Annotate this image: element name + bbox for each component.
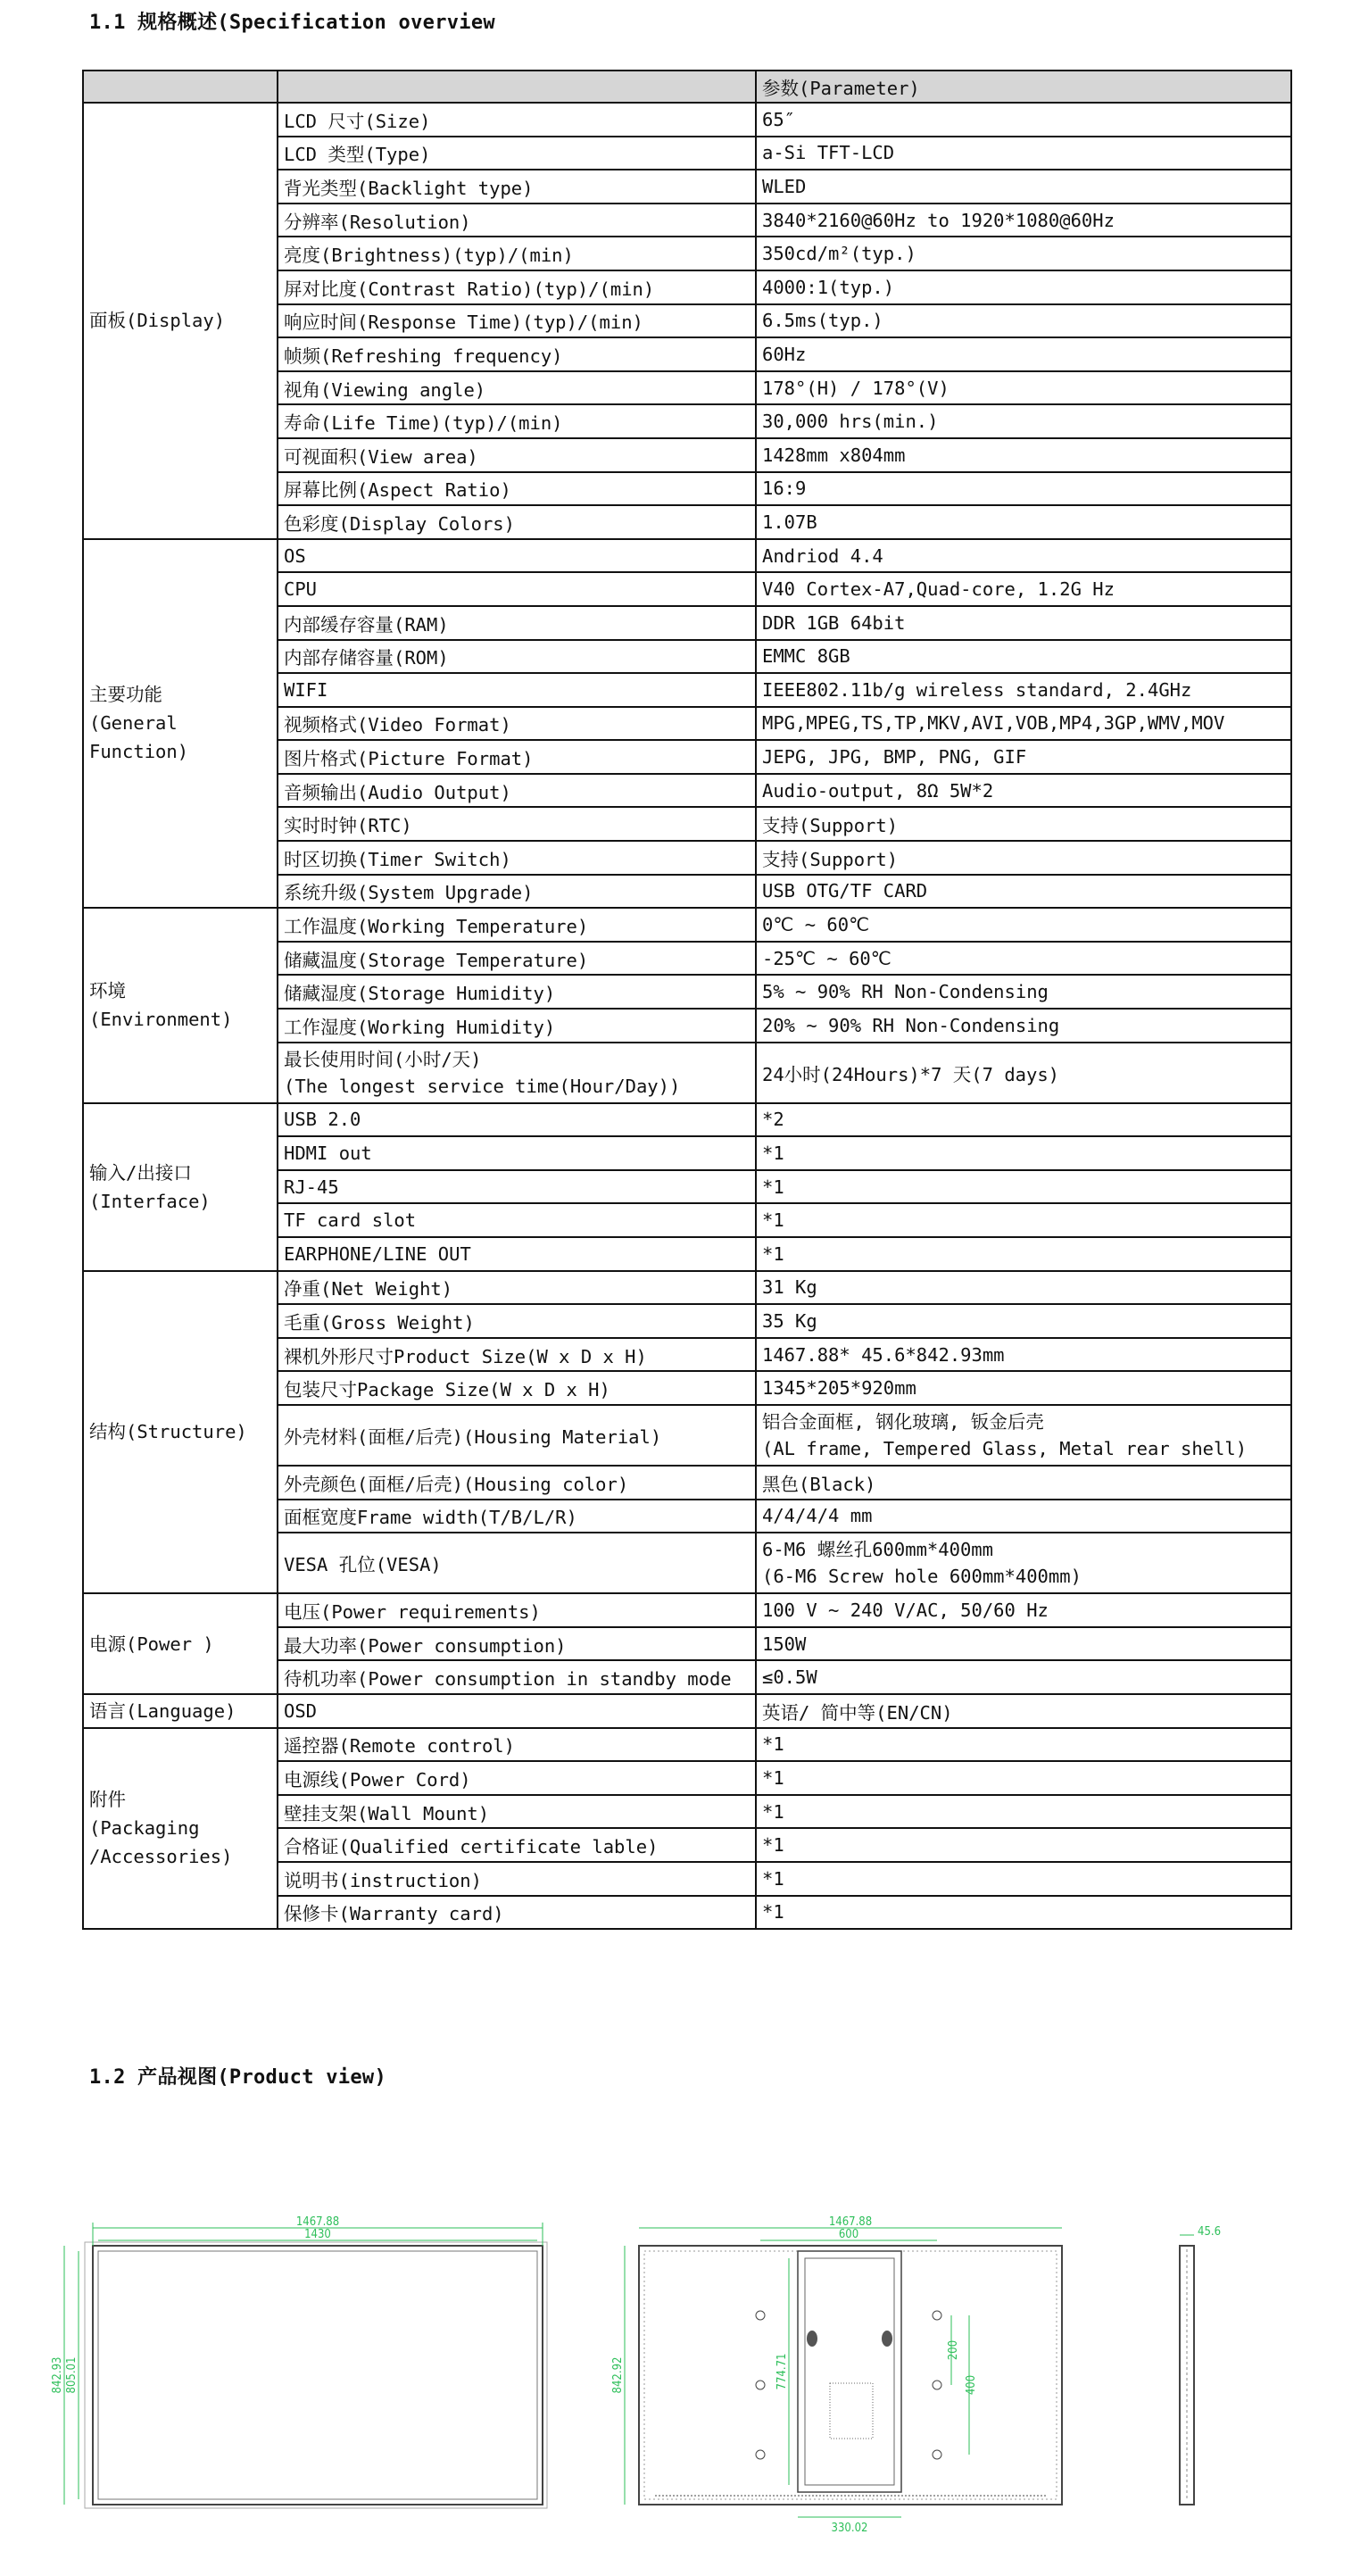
spec-value-cell: 350cd/m²(typ.) [756,237,1291,270]
group-label [83,1694,278,1728]
spec-item-cell: 分辨率(Resolution) [278,204,756,237]
spec-item-cell: 电压(Power requirements) [278,1593,756,1627]
spec-item-cell: 色彩度(Display Colors) [278,505,756,539]
group-label-line: 输入/出接口 [89,1161,192,1184]
spec-item-cell: OS [278,539,756,573]
spec-item-cell: 可视面积(View area) [278,438,756,472]
spec-value-cell: 16:9 [756,472,1291,506]
header-parameter: 参数(Parameter) [756,71,1291,103]
spec-value-cell: 1.07B [756,505,1291,539]
spec-item-cell: 内部存储容量(ROM) [278,640,756,674]
back-vesa-h1-label: 200 [947,2339,960,2361]
front-width-inner-label: 1430 [304,2228,331,2241]
spec-value-cell: 178°(H) / 178°(V) [756,371,1291,405]
spec-value-cell: *1 [756,1203,1291,1237]
group-label [83,1728,278,1930]
spec-item-cell: 工作温度(Working Temperature) [278,908,756,942]
spec-value-cell: *1 [756,1862,1291,1896]
spec-item-cell: 工作湿度(Working Humidity) [278,1009,756,1043]
group-label-line: 电源(Power ) [89,1633,214,1655]
spec-item-cell: 实时时钟(RTC) [278,807,756,841]
spec-item-cell: CPU [278,572,756,606]
group-label-line: 结构(Structure) [89,1421,247,1443]
spec-item-cell: 寿命(Life Time)(typ)/(min) [278,404,756,438]
spec-value-cell: *2 [756,1103,1291,1137]
back-vesa-width-label: 600 [838,2228,859,2241]
back-width-label: 1467.88 [828,2215,873,2229]
spec-value-cell: 100 V ~ 240 V/AC, 50/60 Hz [756,1593,1291,1627]
spec-value-cell: 24小时(24Hours)*7 天(7 days) [756,1043,1291,1103]
table-row [83,1694,1291,1728]
spec-item-cell [278,1043,756,1103]
spec-item-cell: LCD 尺寸(Size) [278,103,756,137]
spec-value-cell: ≤0.5W [756,1660,1291,1694]
spec-item-cell: 净重(Net Weight) [278,1271,756,1305]
spec-item-cell: 图片格式(Picture Format) [278,740,756,774]
spec-item-cell: VESA 孔位(VESA) [278,1533,756,1593]
spec-value-cell: 3840*2160@60Hz to 1920*1080@60Hz [756,204,1291,237]
spec-value-cell [756,1533,1291,1593]
spec-value-cell: -25℃ ~ 60℃ [756,942,1291,976]
spec-value-cell: *1 [756,1896,1291,1930]
spec-value-cell: IEEE802.11b/g wireless standard, 2.4GHz [756,673,1291,707]
spec-value-cell: 1345*205*920mm [756,1371,1291,1405]
spec-table [82,70,1292,1930]
spec-value-cell: 1428mm x804mm [756,438,1291,472]
table-row [83,1593,1291,1627]
spec-value-cell: *1 [756,1136,1291,1170]
spec-value-cell: 31 Kg [756,1271,1291,1305]
spec-item-cell: 屏对比度(Contrast Ratio)(typ)/(min) [278,270,756,304]
spec-value-cell: *1 [756,1170,1291,1204]
group-label [83,908,278,1102]
spec-item-cell: 遥控器(Remote control) [278,1728,756,1762]
spec-item-cell: 外壳材料(面框/后壳)(Housing Material) [278,1405,756,1466]
group-label-line: 语言(Language) [89,1699,236,1722]
spec-value-cell: Audio-output, 8Ω 5W*2 [756,774,1291,808]
back-bottom-width-label: 330.02 [831,2522,868,2535]
back-view-drawing [611,2215,1062,2535]
spec-item-cell: WIFI [278,673,756,707]
spec-value-cell: 黑色(Black) [756,1466,1291,1500]
spec-item-cell: 背光类型(Backlight type) [278,170,756,204]
spec-item-cell: 说明书(instruction) [278,1862,756,1896]
front-width-outer-label: 1467.88 [295,2215,340,2229]
table-row [83,1271,1291,1305]
spec-value-cell: 6.5ms(typ.) [756,304,1291,338]
product-view-title: 1.2 产品视图(Product view) [89,2066,387,2089]
spec-item-cell: 内部缓存容量(RAM) [278,606,756,640]
back-vesa-h2-label: 400 [965,2374,978,2396]
spec-item-cell: 系统升级(System Upgrade) [278,875,756,909]
spec-item-cell: 壁挂支架(Wall Mount) [278,1795,756,1829]
spec-item-cell: OSD [278,1694,756,1728]
group-label [83,1593,278,1694]
spec-value-cell: *1 [756,1728,1291,1762]
spec-item-cell: USB 2.0 [278,1103,756,1137]
spec-value-cell: WLED [756,170,1291,204]
group-label-line: 环境 [89,980,126,1002]
spec-item-cell: 屏幕比例(Aspect Ratio) [278,472,756,506]
spec-item-cell: 响应时间(Response Time)(typ)/(min) [278,304,756,338]
spec-item-cell: 时区切换(Timer Switch) [278,841,756,875]
front-height-inner-label: 805.01 [65,2356,79,2394]
group-label-line: (Environment) [89,1009,233,1031]
spec-value-cell: DDR 1GB 64bit [756,606,1291,640]
spec-item-cell: LCD 类型(Type) [278,137,756,170]
spec-value-cell: *1 [756,1761,1291,1795]
spec-value-text: 6-M6 螺丝孔600mm*400mm (6-M6 Screw hole 600mm*400mm) [762,1539,1082,1588]
spec-value-cell: 支持(Support) [756,807,1291,841]
spec-value-cell: USB OTG/TF CARD [756,875,1291,909]
spec-value-cell: 1467.88* 45.6*842.93mm [756,1338,1291,1372]
group-label-line: (Interface) [89,1190,211,1212]
back-height-label: 842.92 [611,2356,625,2394]
header-empty-cell [83,71,278,103]
spec-item-cell: 合格证(Qualified certificate lable) [278,1828,756,1862]
spec-value-cell: 支持(Support) [756,841,1291,875]
spec-value-cell: a-Si TFT-LCD [756,137,1291,170]
spec-section-title: 1.1 规格概述(Specification overview [89,12,495,34]
group-label-line: 主要功能 [89,684,162,706]
spec-item-cell: 毛重(Gross Weight) [278,1304,756,1338]
spec-value-text: 铝合金面框, 钢化玻璃, 钣金后壳 (AL frame, Tempered Glass, Metal rear shell) [762,1410,1248,1459]
spec-value-cell: 30,000 hrs(min.) [756,404,1291,438]
group-label-line: (General [89,712,178,735]
table-header-row [83,71,1291,103]
spec-value-cell: EMMC 8GB [756,640,1291,674]
side-view-drawing [1180,2225,1221,2505]
spec-value-cell: 0℃ ~ 60℃ [756,908,1291,942]
spec-item-cell: 亮度(Brightness)(typ)/(min) [278,237,756,270]
group-label-line: Function) [89,741,189,763]
spec-value-cell: 20% ~ 90% RH Non-Condensing [756,1009,1291,1043]
spec-item-cell: 音频输出(Audio Output) [278,774,756,808]
spec-value-cell: *1 [756,1237,1291,1271]
group-label-line: 面板(Display) [89,310,226,332]
table-row [83,908,1291,942]
spec-value-cell: Andriod 4.4 [756,539,1291,573]
product-view-drawings [0,2214,1360,2576]
spec-value-cell: *1 [756,1795,1291,1829]
spec-value-cell: 35 Kg [756,1304,1291,1338]
spec-item-cell: 面框宽度Frame width(T/B/L/R) [278,1500,756,1533]
table-row [83,103,1291,137]
table-row [83,539,1291,573]
back-inner-height-label: 774.71 [775,2353,789,2390]
spec-value-cell: 英语/ 简中等(EN/CN) [756,1694,1291,1728]
spec-value-cell: *1 [756,1828,1291,1862]
spec-item-cell: 包装尺寸Package Size(W x D x H) [278,1371,756,1405]
spec-item-cell: TF card slot [278,1203,756,1237]
spec-item-text: 最长使用时间(小时/天) (The longest service time(Hour/Day)) [284,1048,681,1097]
spec-value-cell: 65″ [756,103,1291,137]
group-label-line: (Packaging [89,1817,200,1840]
group-label-line: /Accessories) [89,1846,233,1868]
spec-item-cell: EARPHONE/LINE OUT [278,1237,756,1271]
spec-value-cell: JEPG, JPG, BMP, PNG, GIF [756,740,1291,774]
group-label [83,1103,278,1271]
spec-item-cell: 电源线(Power Cord) [278,1761,756,1795]
spec-item-cell: 最大功率(Power consumption) [278,1627,756,1661]
spec-item-cell: 帧频(Refreshing frequency) [278,337,756,371]
spec-value-cell: 4000:1(typ.) [756,270,1291,304]
spec-value-cell: V40 Cortex-A7,Quad-core, 1.2G Hz [756,572,1291,606]
spec-value-cell: MPG,MPEG,TS,TP,MKV,AVI,VOB,MP4,3GP,WMV,MOV [756,707,1291,741]
spec-item-cell: 保修卡(Warranty card) [278,1896,756,1930]
front-height-outer-label: 842.93 [51,2356,64,2394]
spec-item-cell: 视角(Viewing angle) [278,371,756,405]
spec-value-cell: 150W [756,1627,1291,1661]
side-depth-label: 45.6 [1198,2225,1222,2239]
spec-item-cell: 裸机外形尺寸Product Size(W x D x H) [278,1338,756,1372]
spec-value-cell: 60Hz [756,337,1291,371]
spec-value-cell: 5% ~ 90% RH Non-Condensing [756,975,1291,1009]
header-empty-cell [278,71,756,103]
spec-item-cell: 待机功率(Power consumption in standby mode [278,1660,756,1694]
group-label [83,539,278,909]
spec-value-cell [756,1405,1291,1466]
front-view-drawing [51,2215,547,2508]
spec-item-cell: HDMI out [278,1136,756,1170]
table-row [83,1728,1291,1762]
spec-item-cell: 视频格式(Video Format) [278,707,756,741]
spec-item-cell: 储藏湿度(Storage Humidity) [278,975,756,1009]
group-label-line: 附件 [89,1789,126,1811]
group-label [83,1271,278,1594]
spec-value-cell: 4/4/4/4 mm [756,1500,1291,1533]
spec-item-cell: RJ-45 [278,1170,756,1204]
spec-item-cell: 储藏温度(Storage Temperature) [278,942,756,976]
group-label [83,103,278,539]
spec-item-cell: 外壳颜色(面框/后壳)(Housing color) [278,1466,756,1500]
table-row [83,1103,1291,1137]
